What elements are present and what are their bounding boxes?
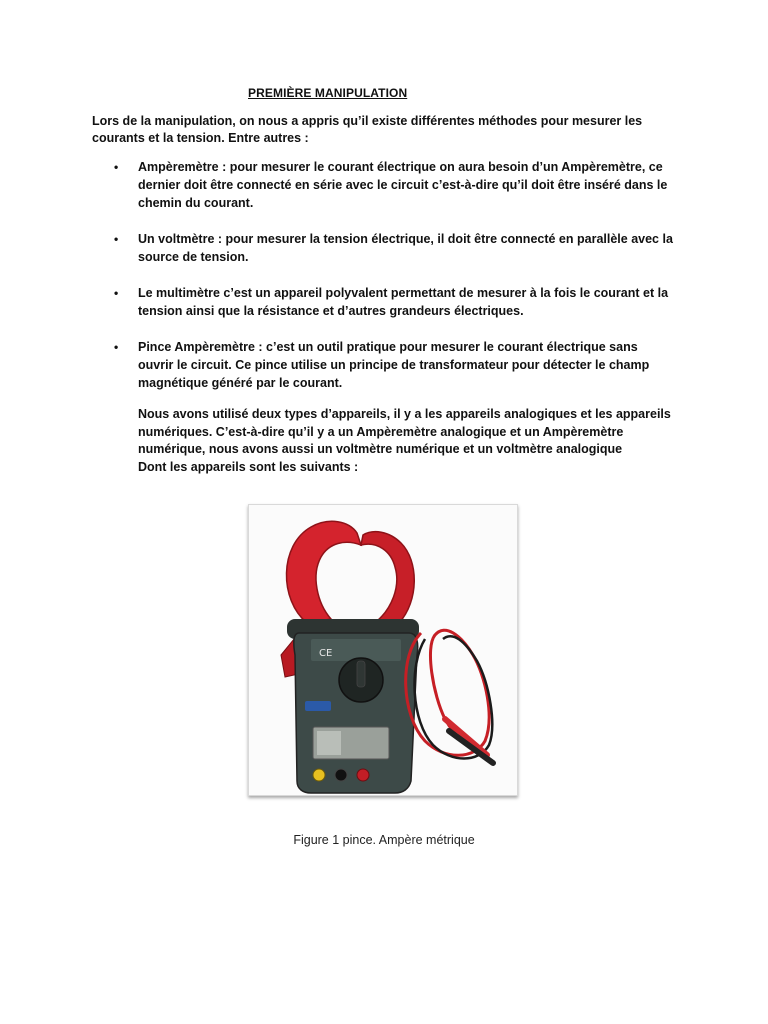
bullet-text: Ampèremètre : pour mesurer le courant électrique on aura besoin d’un Ampèremètre, ce dernier doit être connecté en série avec le circuit c’est-à-dire qu’il doit être inséré dans le chemin du courant. <box>138 160 668 210</box>
ce-mark: CE <box>319 648 333 659</box>
bullet-text: Un voltmètre : pour mesurer la tension électrique, il doit être connecté en parallèle avec la source de tension. <box>138 232 673 264</box>
clamp-jaw-left <box>286 521 361 623</box>
lcd-glare <box>317 731 341 755</box>
document-title: PREMIÈRE MANIPULATION <box>248 86 408 100</box>
bullet-text: Pince Ampèremètre : c’est un outil pratique pour mesurer le courant électrique sans ouvrir le circuit. Ce pince utilise un principe de transformateur pour détecter le champ magnétique généré par le courant. <box>138 340 650 390</box>
bullet-marker: • <box>114 340 119 354</box>
bullet-clamp-meter <box>114 338 674 392</box>
bullet-voltmeter <box>114 230 674 266</box>
bullet-list <box>114 158 674 392</box>
clamp-meter-illustration <box>249 505 517 795</box>
clamp-meter-photo <box>248 504 518 796</box>
bullet-marker: • <box>114 160 119 174</box>
body-paragraph <box>138 406 678 476</box>
figure-caption: Figure 1 pince. Ampère métrique <box>293 833 475 847</box>
intro-paragraph: Lors de la manipulation, on nous a appris qu’il existe différentes méthodes pour mesurer les courants et la tension. Entre autres : <box>92 114 643 145</box>
clamp-jaw-right <box>361 532 414 623</box>
bullet-marker: • <box>114 286 119 300</box>
bullet-text: Le multimètre c’est un appareil polyvalent permettant de mesurer à la fois le courant et la tension ainsi que la résistance et d’autres grandeurs électriques. <box>138 286 669 318</box>
bullet-multimeter <box>114 284 674 320</box>
bullet-marker: • <box>114 232 119 246</box>
paragraph-line-1: Nous avons utilisé deux types d’appareils, il y a les appareils analogiques et les appareils numériques. C’est-à-dire qu’il y a un Ampèremètre analogique et un Ampèremètre numérique, nous avons aussi un voltmètre numérique et un voltmètre analogique <box>138 407 671 456</box>
brand-tag <box>305 701 331 711</box>
bullet-ammeter <box>114 158 674 212</box>
paragraph-line-2: Dont les appareils sont les suivants : <box>138 459 359 474</box>
dial-pointer <box>357 661 365 687</box>
probe-red <box>445 719 487 755</box>
jack-black <box>335 769 347 781</box>
jack-red <box>357 769 369 781</box>
jack-yellow <box>313 769 325 781</box>
